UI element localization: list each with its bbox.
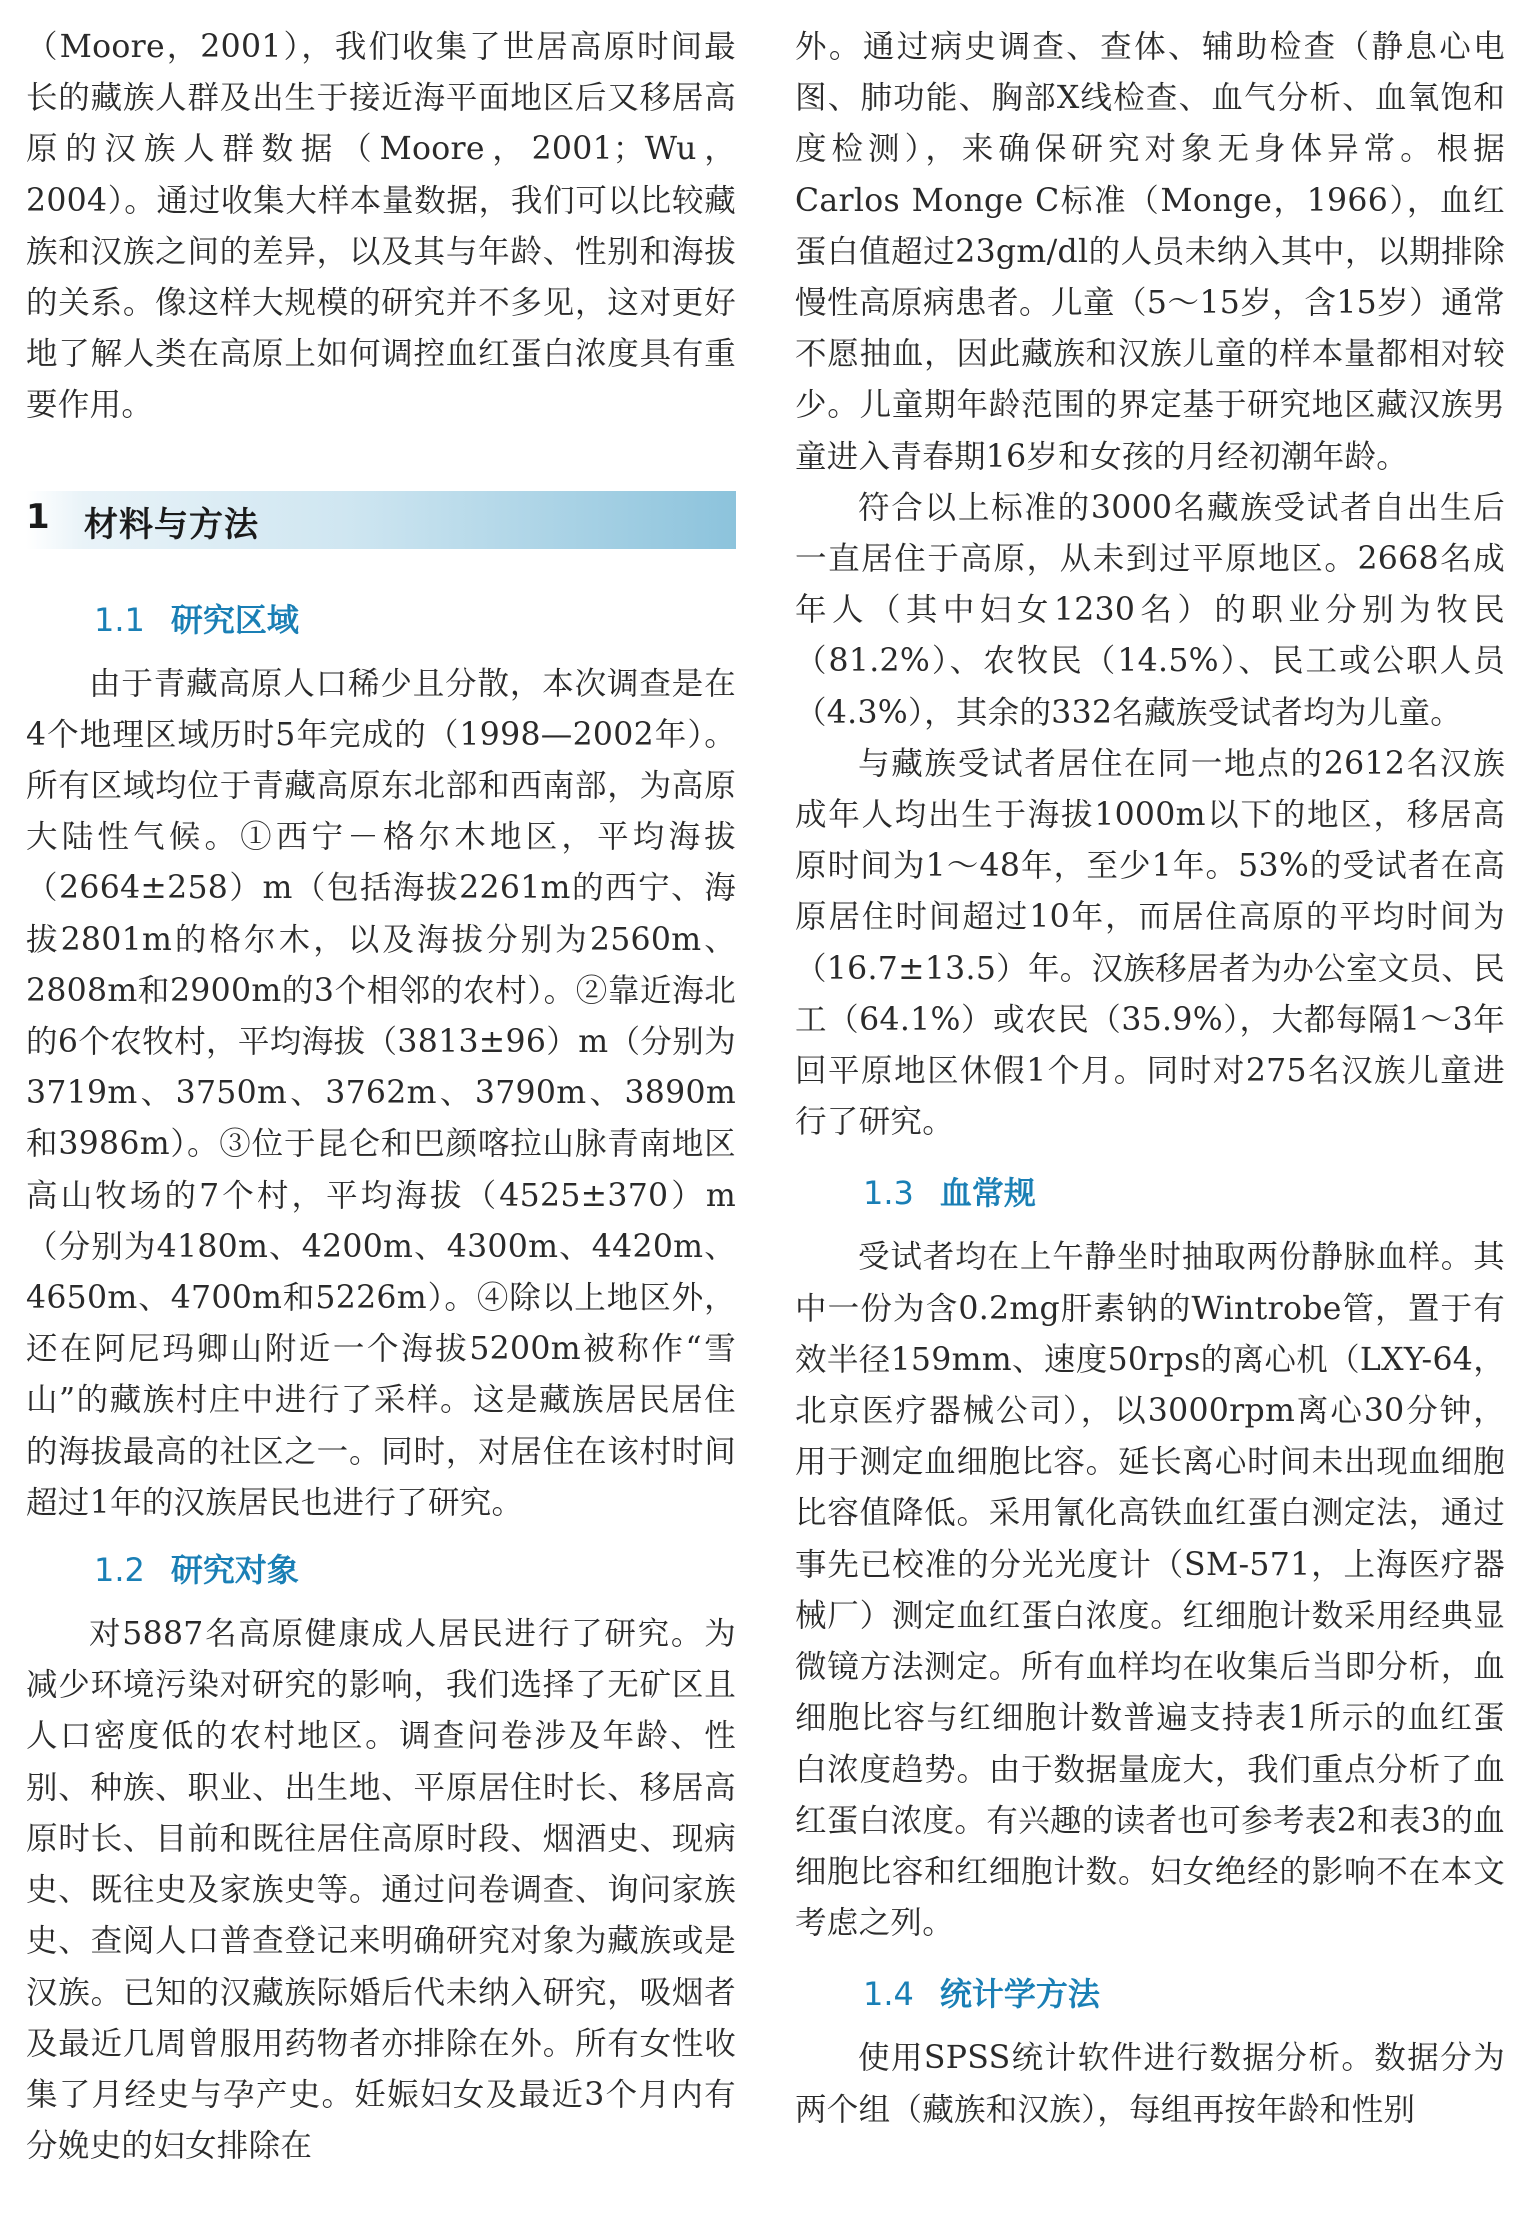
subsection-heading-study-subjects (26, 1547, 736, 1593)
subsection-number: 1.2 (94, 1551, 145, 1590)
section-heading-materials-methods (26, 491, 736, 549)
subsection-title: 血常规 (939, 1174, 1036, 1213)
right-column (795, 22, 1505, 2136)
subsection-heading-blood-routine (795, 1170, 1505, 1216)
subsection-heading-study-area (26, 597, 736, 643)
subsection-title: 研究对象 (170, 1551, 299, 1590)
subsection-title: 统计学方法 (939, 1975, 1100, 2014)
left-column (26, 22, 736, 2172)
subsection-heading-statistics (795, 1971, 1505, 2017)
subsection-number: 1.4 (863, 1975, 914, 2014)
han-subjects-paragraph: 与藏族受试者居住在同一地点的2612名汉族成年人均出生于海拔1000m以下的地区，移居高原时间为1～48年，至少1年。53%的受试者在高原居住时间超过10年，而居住高原的平均时间为（16.7±13.5）年。汉族移居者为办公室文员、民工（64.1%）或农民（35.9%），大都每隔1～3年回平原地区休假1个月。同时对275名汉族儿童进行了研究。 (795, 745, 1505, 1141)
subsection-number: 1.3 (863, 1174, 914, 1213)
tibetan-subjects-paragraph: 符合以上标准的3000名藏族受试者自出生后一直居住于高原，从未到过平原地区。2668名成年人（其中妇女1230名）的职业分别为牧民（81.2%）、农牧民（14.5%）、民工或公职人员（4.3%），其余的332名藏族受试者均为儿童。 (795, 489, 1505, 731)
subjects-continued-paragraph: 外。通过病史调查、查体、辅助检查（静息心电图、肺功能、胸部X线检查、血气分析、血氧饱和度检测），来确保研究对象无身体异常。根据Carlos Monge C标准（Monge，1966），血红蛋白值超过23gm/dl的人员未纳入其中，以期排除慢性高原病患者。儿童（5～15岁，含15岁）通常不愿抽血，因此藏族和汉族儿童的样本量都相对较少。儿童期年龄范围的界定基于研究地区藏汉族男童进入青春期16岁和女孩的月经初潮年龄。 (795, 29, 1505, 475)
intro-paragraph: （Moore，2001），我们收集了世居高原时间最长的藏族人群及出生于接近海平面地区后又移居高原的汉族人群数据（Moore，2001；Wu，2004）。通过收集大样本量数据，我们可以比较藏族和汉族之间的差异，以及其与年龄、性别和海拔的关系。像这样大规模的研究并不多见，这对更好地了解人类在高原上如何调控血红蛋白浓度具有重要作用。 (26, 29, 736, 424)
statistics-paragraph: 使用SPSS统计软件进行数据分析。数据分为两个组（藏族和汉族），每组再按年龄和性别 (795, 2040, 1505, 2128)
section-title: 材料与方法 (84, 504, 259, 545)
subsection-title: 研究区域 (170, 600, 299, 639)
section-number: 1 (26, 496, 50, 537)
subsection-number: 1.1 (94, 600, 145, 639)
study-area-paragraph: 由于青藏高原人口稀少且分散，本次调查是在4个地理区域历时5年完成的（1998—2002年）。所有区域均位于青藏高原东北部和西南部，为高原大陆性气候。①西宁－格尔木地区，平均海拔（2664±258）m（包括海拔2261m的西宁、海拔2801m的格尔木，以及海拔分别为2560m、2808m和2900m的3个相邻的农村）。②靠近海北的6个农牧村，平均海拔（3813±96）m（分别为3719m、3750m、3762m、3790m、3890m和3986m）。③位于昆仑和巴颜喀拉山脉青南地区高山牧场的7个村，平均海拔（4525±370）m（分别为4180m、4200m、4300m、4420m、4650m、4700m和5226m）。④除以上地区外，还在阿尼玛卿山附近一个海拔5200m被称作“雪山”的藏族村庄中进行了采样。这是藏族居民居住的海拔最高的社区之一。同时，对居住在该村时间超过1年的汉族居民也进行了研究。 (26, 665, 736, 1521)
study-subjects-paragraph: 对5887名高原健康成人居民进行了研究。为减少环境污染对研究的影响，我们选择了无矿区且人口密度低的农村地区。调查问卷涉及年龄、性别、种族、职业、出生地、平原居住时长、移居高原时长、目前和既往居住高原时段、烟酒史、现病史、既往史及家族史等。通过问卷调查、询问家族史、查阅人口普查登记来明确研究对象为藏族或是汉族。已知的汉藏族际婚后代未纳入研究，吸烟者及最近几周曾服用药物者亦排除在外。所有女性收集了月经史与孕产史。妊娠妇女及最近3个月内有分娩史的妇女排除在 (26, 1616, 736, 2165)
blood-routine-paragraph: 受试者均在上午静坐时抽取两份静脉血样。其中一份为含0.2mg肝素钠的Wintrobe管，置于有效半径159mm、速度50rps的离心机（LXY-64，北京医疗器械公司），以3000rpm离心30分钟，用于测定血细胞比容。延长离心时间未出现血细胞比容值降低。采用氰化高铁血红蛋白测定法，通过事先已校准的分光光度计（SM-571，上海医疗器械厂）测定血红蛋白浓度。红细胞计数采用经典显微镜方法测定。所有血样均在收集后当即分析，血细胞比容与红细胞计数普遍支持表1所示的血红蛋白浓度趋势。由于数据量庞大，我们重点分析了血红蛋白浓度。有兴趣的读者也可参考表2和表3的血细胞比容和红细胞计数。妇女绝经的影响不在本文考虑之列。 (795, 1239, 1505, 1942)
